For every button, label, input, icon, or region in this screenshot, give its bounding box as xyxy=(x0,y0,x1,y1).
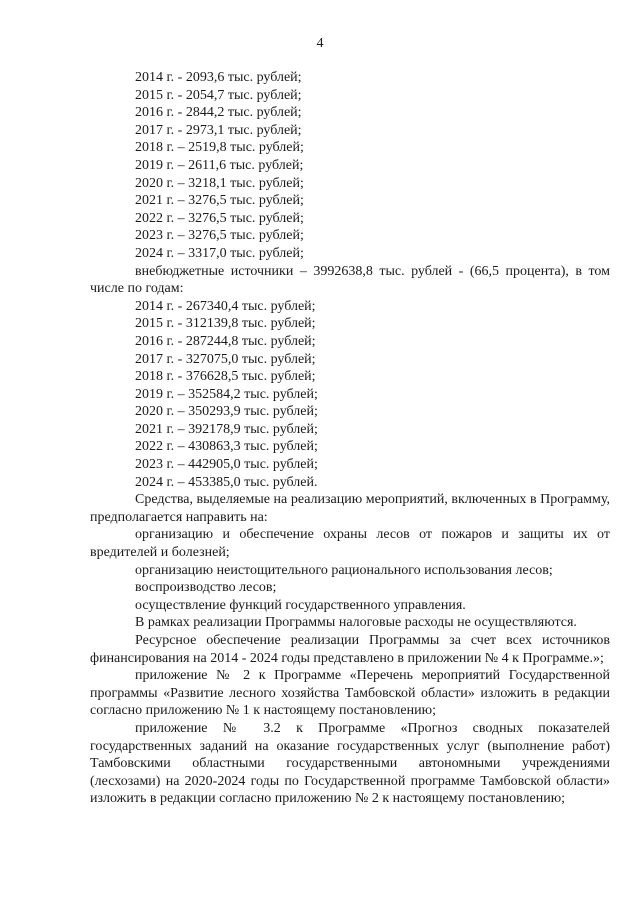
extrabudget-year-line: 2021 г. – 392178,9 тыс. рублей; xyxy=(135,421,318,437)
extrabudget-year-line: 2017 г. - 327075,0 тыс. рублей; xyxy=(135,351,316,367)
direction-item: воспроизводство лесов; xyxy=(135,580,277,596)
budget-year-line: 2021 г. – 3276,5 тыс. рублей; xyxy=(135,193,304,209)
budget-year-line: 2022 г. – 3276,5 тыс. рублей; xyxy=(135,210,304,226)
extrabudget-year-line: 2015 г. - 312139,8 тыс. рублей; xyxy=(135,316,316,332)
appendix-3-2-paragraph: приложение № 3.2 к Программе «Прогноз сводных показателей государственных заданий на оказание государственных услуг (выполнение работ) Тамбовскими областными государственными автономными учреждениями (лесхозами) на 2020-2024 годы по Государственной программе Тамбовской области» изложить в редакции согласно приложению № 2 к настоящему постановлению; xyxy=(90,720,610,807)
budget-year-list xyxy=(90,69,610,263)
budget-year-line: 2018 г. – 2519,8 тыс. рублей; xyxy=(135,140,304,156)
extrabudget-year-list xyxy=(90,298,610,492)
budget-year-line: 2020 г. – 3218,1 тыс. рублей; xyxy=(135,175,304,191)
direction-item: осуществление функций государственного управления. xyxy=(135,597,466,613)
budget-year-line: 2015 г. - 2054,7 тыс. рублей; xyxy=(135,87,302,103)
extrabudget-intro: внебюджетные источники – 3992638,8 тыс. рублей - (66,5 процента), в том числе по годам: xyxy=(90,263,610,297)
direction-item: организацию и обеспечение охраны лесов от пожаров и защиты их от вредителей и болезней; xyxy=(90,527,610,561)
extrabudget-year-line: 2019 г. – 352584,2 тыс. рублей; xyxy=(135,386,318,402)
budget-year-line: 2024 г. – 3317,0 тыс. рублей; xyxy=(135,245,304,261)
extrabudget-year-line: 2014 г. - 267340,4 тыс. рублей; xyxy=(135,298,316,314)
tax-paragraph: В рамках реализации Программы налоговые расходы не осуществляются. xyxy=(135,615,577,631)
extrabudget-year-line: 2016 г. - 287244,8 тыс. рублей; xyxy=(135,333,316,349)
extrabudget-year-line: 2022 г. – 430863,3 тыс. рублей; xyxy=(135,439,318,455)
budget-year-line: 2014 г. - 2093,6 тыс. рублей; xyxy=(135,70,302,85)
extrabudget-year-line: 2018 г. - 376628,5 тыс. рублей; xyxy=(135,369,316,385)
extrabudget-year-line: 2024 г. – 453385,0 тыс. рублей. xyxy=(135,474,318,490)
appendix-2-paragraph: приложение № 2 к Программе «Перечень мероприятий Государственной программы «Развитие лесного хозяйства Тамбовской области» изложить в редакции согласно приложению № 1 к настоящему постановлению; xyxy=(90,668,610,719)
page-number: 4 xyxy=(316,36,324,51)
extrabudget-year-line: 2020 г. – 350293,9 тыс. рублей; xyxy=(135,404,318,420)
budget-year-line: 2023 г. – 3276,5 тыс. рублей; xyxy=(135,228,304,244)
budget-year-line: 2016 г. - 2844,2 тыс. рублей; xyxy=(135,105,302,121)
budget-year-line: 2017 г. - 2973,1 тыс. рублей; xyxy=(135,122,302,138)
direction-item: организацию неистощительного рационального использования лесов; xyxy=(135,562,553,578)
resource-paragraph: Ресурсное обеспечение реализации Программы за счет всех источников финансирования на 2014 - 2024 годы представлено в приложении № 4 к Программе.»; xyxy=(90,633,610,666)
extrabudget-year-line: 2023 г. – 442905,0 тыс. рублей; xyxy=(135,457,318,473)
budget-year-line: 2019 г. – 2611,6 тыс. рублей; xyxy=(135,157,304,173)
page-content xyxy=(90,69,610,808)
funds-intro: Средства, выделяемые на реализацию мероприятий, включенных в Программу, предполагается направить на: xyxy=(90,492,610,525)
